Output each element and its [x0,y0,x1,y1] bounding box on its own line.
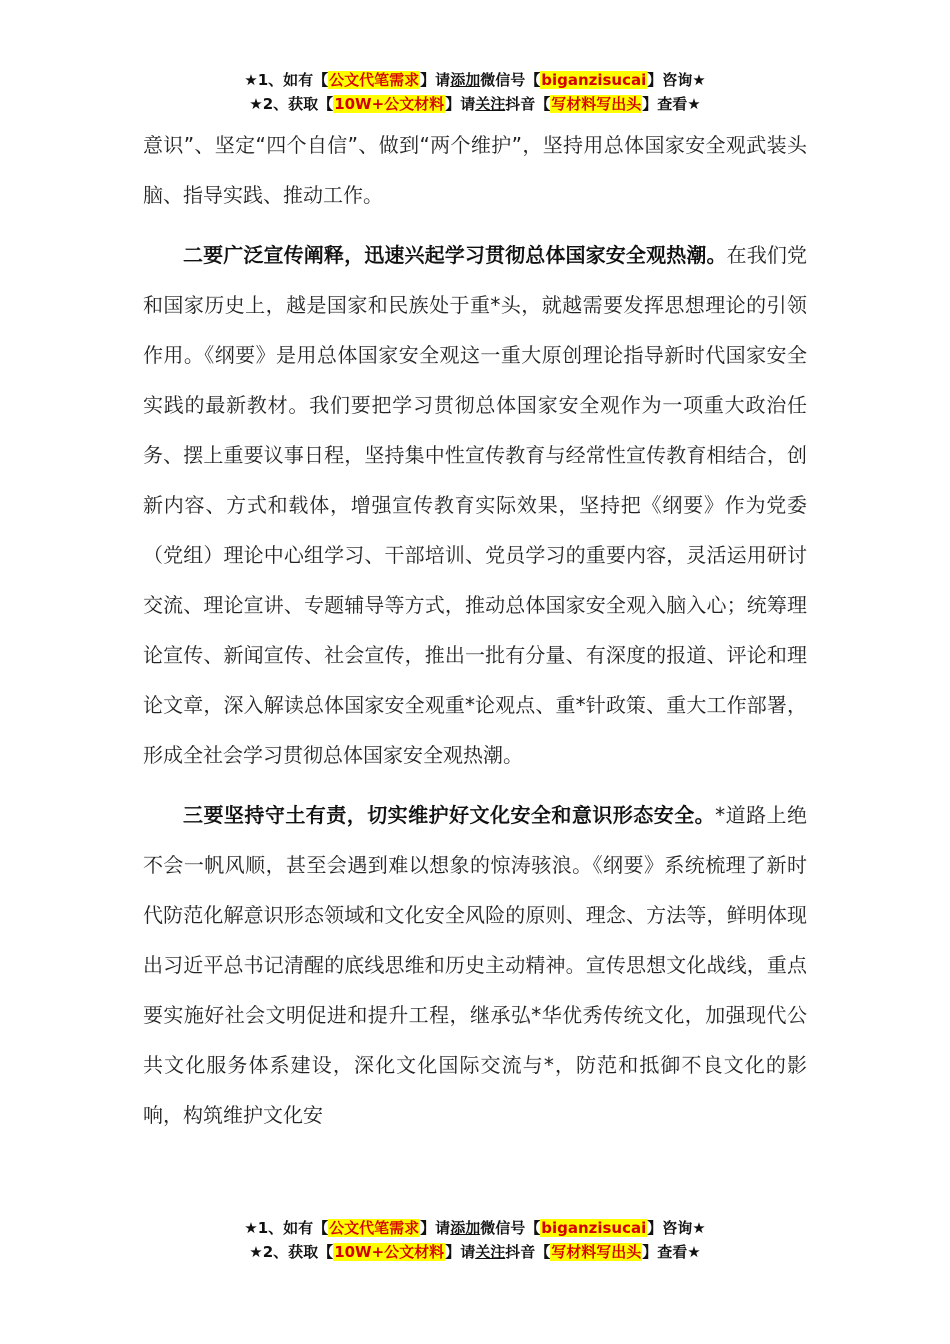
section-2-heading: 二要广泛宣传阐释，迅速兴起学习贯彻总体国家安全观热潮。 [183,243,727,267]
section-3-body: *道路上绝不会一帆风顺，甚至会遇到难以想象的惊涛骇浪。《纲要》系统梳理了新时代防范化解意识形态领域和文化安全风险的原则、理念、方法等，鲜明体现出习近平总书记清醒的底线思维和历史主动精神。宣传思想文化战线，重点要实施好社会文明促进和提升工程，继承弘*华优秀传统文化，加强现代公共文化服务体系建设，深化文化国际交流与*，防范和抵御不良文化的影响，构筑维护文化安 [143,803,808,1127]
banner-line-1-highlight-wechat-id: biganzisucai [541,71,647,89]
banner-line-1-mid2: 微信号【 [480,71,541,89]
banner-line-1 [0,68,950,92]
footer-banner [0,1216,950,1264]
banner-line-1-suffix: 】咨询★ [647,71,706,89]
banner-line-1-mid1: 】请 [420,71,451,89]
document-body [143,120,807,1140]
header-banner [0,68,950,116]
footer-line-1-mid1: 】请 [420,1219,451,1237]
banner-line-2-highlight-douyin-account: 写材料写出头 [551,95,642,113]
footer-line-2-suffix: 】查看★ [642,1243,701,1261]
banner-line-2-prefix: ★2、获取【 [249,95,334,113]
footer-line-2-emphasis: 关注 [475,1243,506,1261]
footer-line-1-suffix: 】咨询★ [647,1219,706,1237]
footer-line-2-mid2: 抖音【 [505,1243,551,1261]
section-2-body: 在我们党和国家历史上，越是国家和民族处于重*头，就越需要发挥思想理论的引领作用。《纲要》是用总体国家安全观这一重大原创理论指导新时代国家安全实践的最新教材。我们要把学习贯彻总体国家安全观作为一项重大政治任务、摆上重要议事日程，坚持集中性宣传教育与经常性宣传教育相结合，创新内容、方式和载体，增强宣传教育实际效果，坚持把《纲要》作为党委（党组）理论中心组学习、干部培训、党员学习的重要内容，灵活运用研讨交流、理论宣讲、专题辅导等方式，推动总体国家安全观入脑入心；统筹理论宣传、新闻宣传、社会宣传，推出一批有分量、有深度的报道、评论和理论文章，深入解读总体国家安全观重*论观点、重*针政策、重大工作部署，形成全社会学习贯彻总体国家安全观热潮。 [143,243,808,767]
footer-line-1-highlight-wechat-id: biganzisucai [541,1219,647,1237]
paragraph-section-2 [143,230,807,780]
banner-line-2-highlight-materials: 10W+公文材料 [334,95,445,113]
paragraph-section-3 [143,790,807,1140]
banner-line-2 [0,92,950,116]
footer-banner-line-1 [0,1216,950,1240]
footer-line-2-highlight-materials: 10W+公文材料 [334,1243,445,1261]
footer-line-1-mid2: 微信号【 [480,1219,541,1237]
footer-line-1-highlight-service: 公文代笔需求 [329,1219,420,1237]
footer-banner-line-2 [0,1240,950,1264]
footer-line-2-prefix: ★2、获取【 [249,1243,334,1261]
footer-line-1-emphasis: 添加 [450,1219,481,1237]
banner-line-2-suffix: 】查看★ [642,95,701,113]
banner-line-2-emphasis: 关注 [475,95,506,113]
footer-line-2-highlight-douyin-account: 写材料写出头 [551,1243,642,1261]
banner-line-1-emphasis: 添加 [450,71,481,89]
footer-line-1-prefix: ★1、如有【 [244,1219,329,1237]
paragraph-continuation: 意识”、坚定“四个自信”、做到“两个维护”，坚持用总体国家安全观武装头脑、指导实践、推动工作。 [143,133,807,207]
footer-line-2-mid1: 】请 [445,1243,476,1261]
banner-line-2-mid2: 抖音【 [505,95,551,113]
banner-line-2-mid1: 】请 [445,95,476,113]
banner-line-1-prefix: ★1、如有【 [244,71,329,89]
section-3-heading: 三要坚持守土有责，切实维护好文化安全和意识形态安全。 [183,803,716,827]
banner-line-1-highlight-service: 公文代笔需求 [329,71,420,89]
